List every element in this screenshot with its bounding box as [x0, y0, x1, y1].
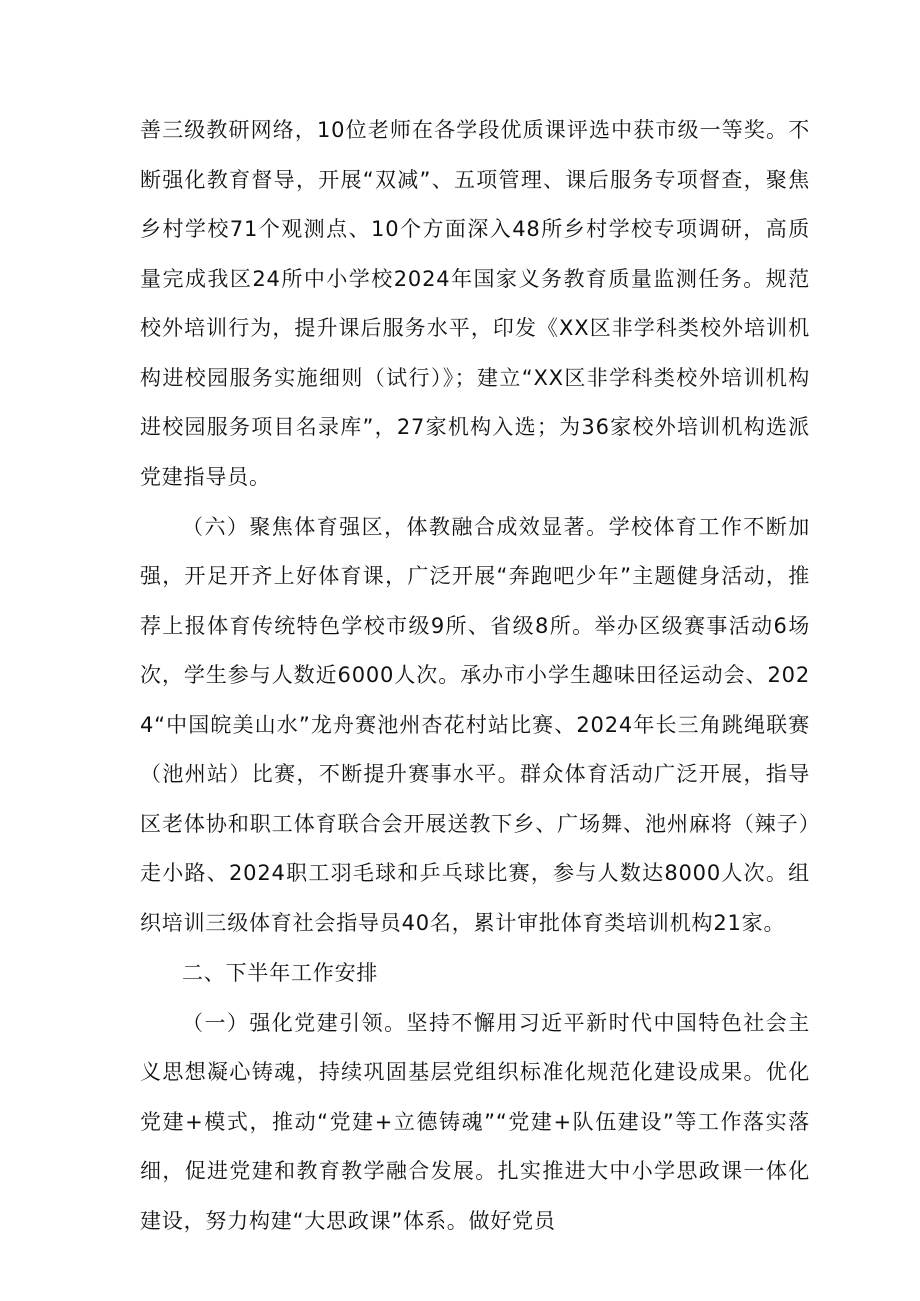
document-body — [140, 106, 810, 1246]
paragraph-party-building: （一）强化党建引领。坚持不懈用习近平新时代中国特色社会主义思想凝心铸魂，持续巩固基层党组织标准化规范化建设成果。优化党建+模式，推动“党建+立德铸魂”“党建+队伍建设”等工作落实落细，促进党建和教育教学融合发展。扎实推进大中小学思政课一体化建设，努力构建“大思政课”体系。做好党员 — [140, 1010, 810, 1233]
paragraph-education-supervision: 善三级教研网络，10位老师在各学段优质课评选中获市级一等奖。不断强化教育督导，开展“双减”、五项管理、课后服务专项督查，聚焦乡村学校71个观测点、10个方面深入48所乡村学校专项调研，高质量完成我区24所中小学校2024年国家义务教育质量监测任务。规范校外培训行为，提升课后服务水平，印发《XX区非学科类校外培训机构进校园服务实施细则（试行）》；建立“XX区非学科类校外培训机构进校园服务项目名录库”，27家机构入选；为36家校外培训机构选派党建指导员。 — [140, 118, 810, 489]
section-heading-second-half-plan: 二、下半年工作安排 — [182, 960, 379, 985]
paragraph-sports-strong-district: （六）聚焦体育强区，体教融合成效显著。学校体育工作不断加强，开足开齐上好体育课，广泛开展“奔跑吧少年”主题健身活动，推荐上报体育传统特色学校市级9所、省级8所。举办区级赛事活动6场次，学生参与人数近6000人次。承办市小学生趣味田径运动会、2024“中国皖美山水”龙舟赛池州杏花村站比赛、2024年长三角跳绳联赛（池州站）比赛，不断提升赛事水平。群众体育活动广泛开展，指导区老体协和职工体育联合会开展送教下乡、广场舞、池州麻将（辣子）走小路、2024职工羽毛球和乒乓球比赛，参与人数达8000人次。组织培训三级体育社会指导员40名，累计审批体育类培训机构21家。 — [140, 514, 810, 935]
